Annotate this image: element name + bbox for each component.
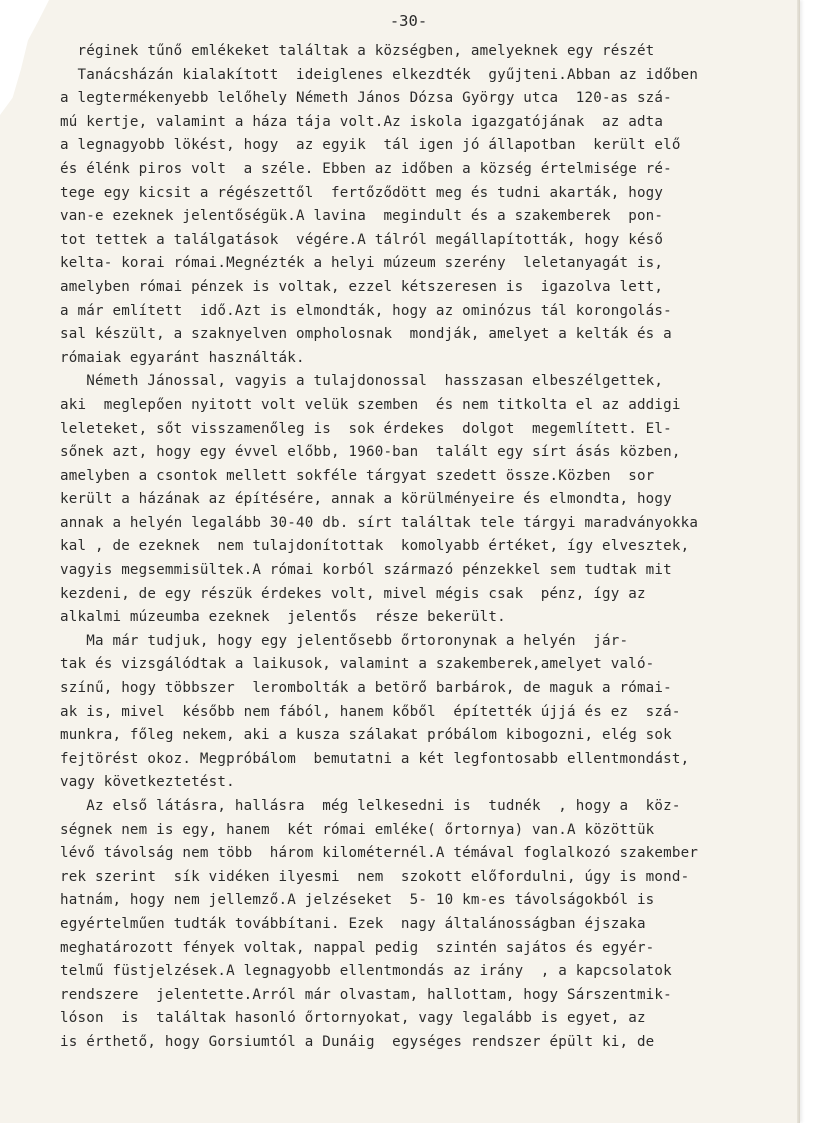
- text-line: tot tettek a találgatások végére.A tálról megállapították, hogy késő: [60, 231, 664, 248]
- text-line: alkalmi múzeumba ezeknek jelentős része bekerült.: [60, 609, 506, 626]
- text-line: lévő távolság nem több három kilométernél.A témával foglalkozó szakember: [60, 845, 699, 862]
- text-line: hatnám, hogy nem jellemző.A jelzéseket 5- 10 km-es távolságokból is: [60, 892, 655, 909]
- text-line: Tanácsházán kialakított ideiglenes elkezdték gyűjteni.Abban az időben: [60, 66, 699, 83]
- text-line: telmű füstjelzések.A legnagyobb ellentmondás az irány , a kapcsolatok: [60, 963, 672, 980]
- text-line: színű, hogy többszer lerombolták a betörő barbárok, de maguk a római-: [60, 680, 672, 697]
- text-line: rek szerint sík vidéken ilyesmi nem szokott előfordulni, úgy is mond-: [60, 868, 690, 885]
- text-line: réginek tűnő emlékeket találtak a községben, amelyeknek egy részét: [60, 43, 655, 59]
- text-line: egyértelműen tudták továbbítani. Ezek nagy általánosságban éjszaka: [60, 915, 646, 932]
- text-line: tak és vizsgálódtak a laikusok, valamint a szakemberek,amelyet való-: [60, 656, 655, 673]
- text-line: van-e ezeknek jelentőségük.A lavina megindult és a szakemberek pon-: [60, 208, 664, 225]
- text-line: lóson is találtak hasonló őrtornyokat, vagy legalább is egyet, az: [60, 1010, 646, 1027]
- text-line: vagyis megsemmisültek.A római korból származó pénzekkel sem tudtak mit: [60, 562, 672, 579]
- text-line: kelta- korai római.Megnézték a helyi múzeum szerény leletanyagát is,: [60, 255, 664, 272]
- text-line: ségnek nem is egy, hanem két római emléke( őrtornya) van.A közöttük: [60, 821, 655, 838]
- text-line: Az első látásra, hallásra még lelkesedni is tudnék , hogy a köz-: [60, 798, 681, 814]
- text-line: kal , de ezeknek nem tulajdonítottak komolyabb értéket, így elvesztek,: [60, 538, 690, 555]
- text-line: rómaiak egyaránt használták.: [60, 349, 305, 366]
- text-line: amelyben a csontok mellett sokféle tárgyat szedett össze.Közben sor: [60, 467, 655, 484]
- text-line: mú kertje, valamint a háza tája volt.Az iskola igazgatójának az adta: [60, 113, 664, 130]
- text-line: Németh Jánossal, vagyis a tulajdonossal hasszasan elbeszélgettek,: [60, 373, 664, 390]
- text-line: ak is, mivel később nem fából, hanem kőből építették újjá és ez szá-: [60, 703, 681, 720]
- text-line: a legnagyobb lökést, hogy az egyik tál igen jó állapotban került elő: [60, 137, 681, 154]
- text-line: munkra, főleg nekem, aki a kusza szálakat próbálom kibogozni, elég sok: [60, 727, 672, 744]
- text-line: tege egy kicsit a régészettől fertőződött meg és tudni akarták, hogy: [60, 184, 664, 201]
- text-line: annak a helyén legalább 30-40 db. sírt találtak tele tárgyi maradványokka: [60, 514, 699, 531]
- text-line: leleteket, sőt visszamenőleg is sok érdekes dolgot megemlített. El-: [60, 420, 672, 437]
- text-line: amelyben római pénzek is voltak, ezzel kétszeresen is igazolva lett,: [60, 278, 664, 295]
- text-line: vagy következtetést.: [60, 774, 235, 791]
- text-line: a már említett idő.Azt is elmondták, hogy az ominózus tál korongolás-: [60, 302, 672, 319]
- text-line: fejtörést okoz. Megpróbálom bemutatni a két legfontosabb ellentmondást,: [60, 750, 690, 767]
- text-line: kezdeni, de egy részük érdekes volt, mivel mégis csak pénz, így az: [60, 585, 646, 602]
- text-line: és élénk piros volt a széle. Ebben az időben a község értelmisége ré-: [60, 160, 672, 177]
- text-line: rendszere jelentette.Arról már olvastam, hallottam, hogy Sárszentmik-: [60, 986, 672, 1003]
- page-number: -30-: [389, 12, 428, 30]
- typewritten-text-body: [60, 40, 805, 1055]
- text-line: sal készült, a szaknyelven ompholosnak mondják, amelyet a kelták és a: [60, 326, 672, 343]
- text-line: aki meglepően nyitott volt velük szemben és nem titkolta el az addigi: [60, 396, 681, 413]
- text-line: Ma már tudjuk, hogy egy jelentősebb őrtoronynak a helyén jár-: [60, 632, 629, 649]
- text-line: került a házának az építésére, annak a körülményeire és elmondta, hogy: [60, 491, 672, 508]
- text-line: a legtermékenyebb lelőhely Németh János Dózsa György utca 120-as szá-: [60, 90, 672, 107]
- text-line: sőnek azt, hogy egy évvel előbb, 1960-ban talált egy sírt ásás közben,: [60, 444, 681, 461]
- text-line: meghatározott fények voltak, nappal pedig szintén sajátos és egyér-: [60, 939, 655, 956]
- text-line: is érthető, hogy Gorsiumtól a Dunáig egységes rendszer épült ki, de: [60, 1033, 655, 1050]
